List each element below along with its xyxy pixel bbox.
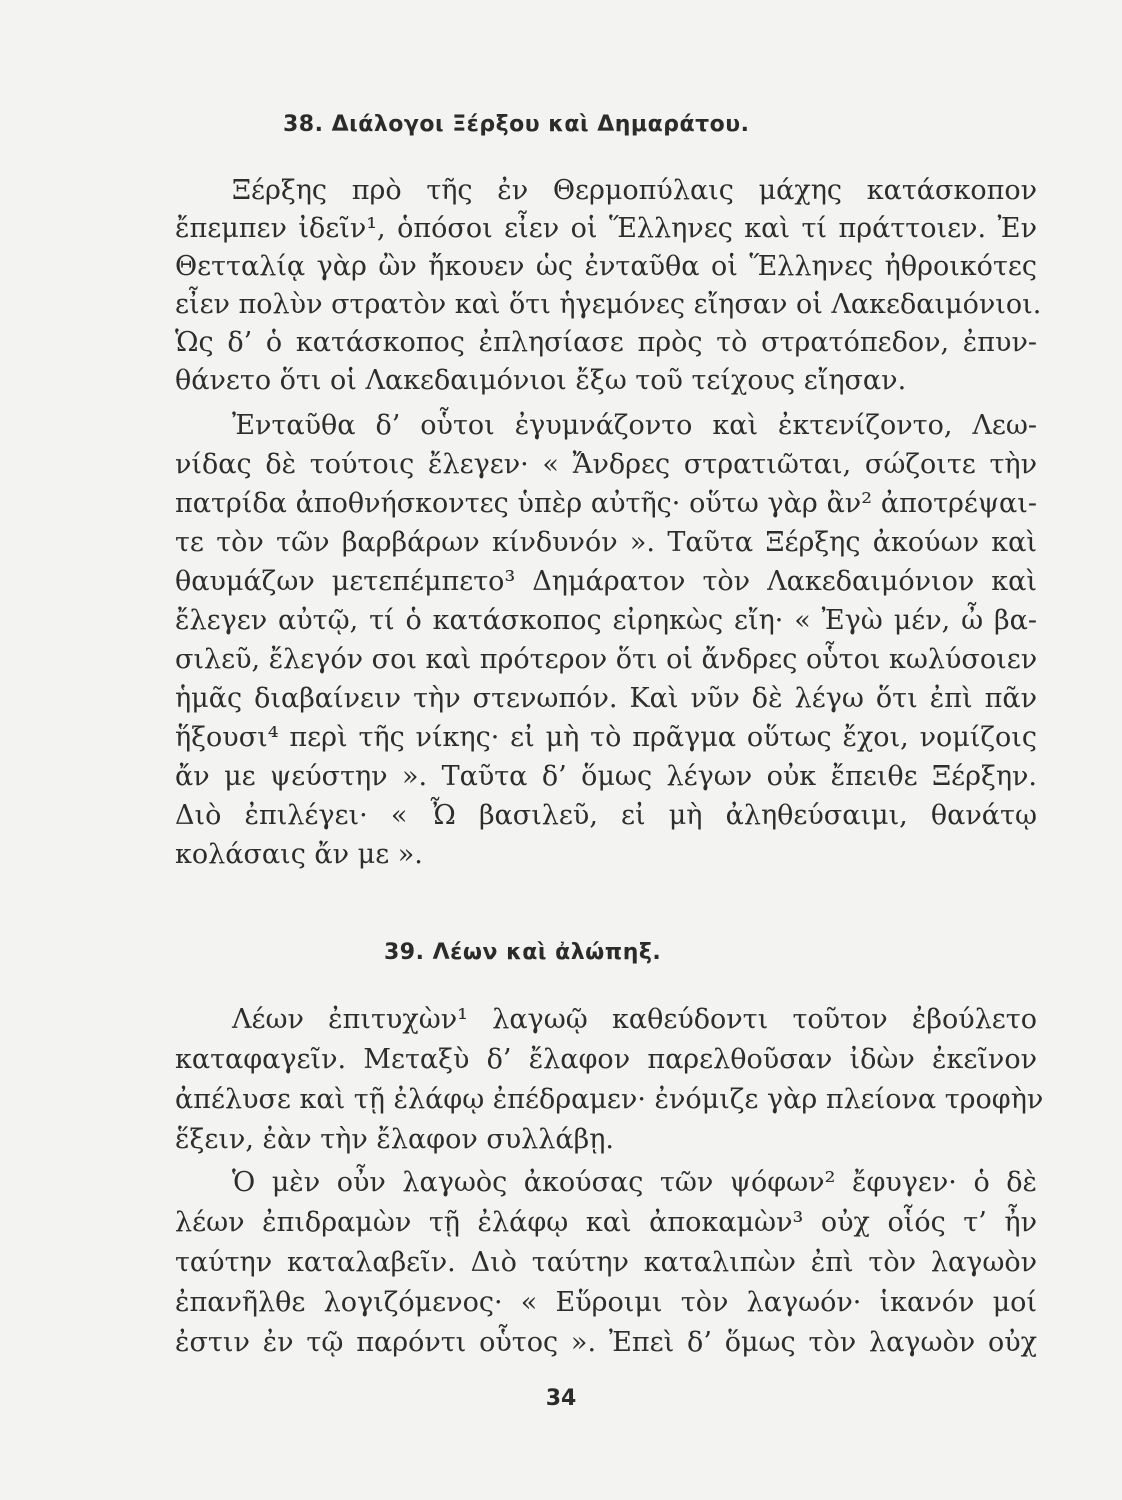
text-line: καταφαγεῖν. Μεταξὺ δ’ ἔλαφον παρελθοῦσαν ἰδὼν ἐκεῖνον bbox=[175, 1044, 1037, 1075]
text-line: Διὸ ἐπιλέγει· « Ὦ βασιλεῦ, εἰ μὴ ἀληθεύσαιμι, θανάτῳ bbox=[175, 800, 1037, 831]
page-number: 34 bbox=[545, 1386, 577, 1411]
text-line: θάνετο ὅτι οἱ Λακεδαιμόνιοι ἔξω τοῦ τείχους εἴησαν. bbox=[175, 365, 907, 396]
section-38-heading: 38. Διάλογοι Ξέρξου καὶ Δημαράτου. bbox=[283, 112, 750, 137]
text-line: ἐπανῆλθε λογιζόμενος· « Εὕροιμι τὸν λαγωόν· ἱκανόν μοί bbox=[175, 1287, 1037, 1318]
text-line: ἡμᾶς διαβαίνειν τὴν στενωπόν. Καὶ νῦν δὲ λέγω ὅτι ἐπὶ πᾶν bbox=[175, 683, 1037, 714]
text-line: ἔλεγεν αὐτῷ, τί ὁ κατάσκοπος εἰρηκὼς εἴη· « Ἐγὼ μέν, ὦ βα- bbox=[175, 605, 1037, 636]
text-line: Λέων ἐπιτυχὼν¹ λαγωῷ καθεύδοντι τοῦτον ἐβούλετο bbox=[232, 1004, 1037, 1035]
section-39-heading: 39. Λέων καὶ ἀλώπηξ. bbox=[384, 940, 662, 965]
text-line: ἄν με ψεύστην ». Ταῦτα δ’ ὅμως λέγων οὐκ ἔπειθε Ξέρξην. bbox=[175, 761, 1037, 792]
text-line: πατρίδα ἀποθνήσκοντες ὑπὲρ αὐτῆς· οὕτω γὰρ ἂν² ἀποτρέψαι- bbox=[175, 488, 1037, 519]
text-line: σιλεῦ, ἔλεγόν σοι καὶ πρότερον ὅτι οἱ ἄνδρες οὗτοι κωλύσοιεν bbox=[175, 644, 1038, 675]
text-line: τε τὸν τῶν βαρβάρων κίνδυνόν ». Ταῦτα Ξέρξης ἀκούων καὶ bbox=[175, 527, 1037, 558]
text-line: ἔπεμπεν ἰδεῖν¹, ὁπόσοι εἶεν οἱ Ἕλληνες καὶ τί πράττοιεν. Ἐν bbox=[175, 213, 1037, 244]
text-line: θαυμάζων μετεπέμπετο³ Δημάρατον τὸν Λακεδαιμόνιον καὶ bbox=[175, 566, 1037, 597]
text-line: λέων ἐπιδραμὼν τῇ ἐλάφῳ καὶ ἀποκαμὼν³ οὐχ οἷός τ’ ἦν bbox=[175, 1207, 1037, 1238]
text-line: Ἐνταῦθα δ’ οὗτοι ἐγυμνάζοντο καὶ ἐκτενίζοντο, Λεω- bbox=[232, 410, 1037, 441]
text-line: ἐστιν ἐν τῷ παρόντι οὗτος ». Ἐπεὶ δ’ ὅμως τὸν λαγωὸν οὐχ bbox=[175, 1327, 1037, 1358]
text-line: ἀπέλυσε καὶ τῇ ἐλάφῳ ἐπέδραμεν· ἐνόμιζε γὰρ πλείονα τροφὴν bbox=[175, 1084, 1044, 1115]
text-line: ταύτην καταλαβεῖν. Διὸ ταύτην καταλιπὼν ἐπὶ τὸν λαγωὸν bbox=[175, 1247, 1037, 1278]
text-line: ἥξουσι⁴ περὶ τῆς νίκης· εἰ μὴ τὸ πρᾶγμα οὕτως ἔχοι, νομίζοις bbox=[175, 722, 1037, 753]
text-line: εἶεν πολὺν στρατὸν καὶ ὅτι ἡγεμόνες εἴησαν οἱ Λακεδαιμόνιοι. bbox=[175, 289, 1042, 320]
text-line: Θετταλίᾳ γὰρ ὢν ἤκουεν ὡς ἐνταῦθα οἱ Ἕλληνες ἠθροικότες bbox=[175, 251, 1037, 282]
text-line: Ξέρξης πρὸ τῆς ἐν Θερμοπύλαις μάχης κατάσκοπον bbox=[232, 175, 1037, 206]
text-line: Ὡς δ’ ὁ κατάσκοπος ἐπλησίασε πρὸς τὸ στρατόπεδον, ἐπυν- bbox=[175, 327, 1037, 358]
text-line: Ὁ μὲν οὖν λαγωὸς ἀκούσας τῶν ψόφων² ἔφυγεν· ὁ δὲ bbox=[232, 1167, 1037, 1198]
text-line: ἕξειν, ἐὰν τὴν ἔλαφον συλλάβῃ. bbox=[175, 1124, 615, 1155]
text-line: νίδας δὲ τούτοις ἔλεγεν· « Ἄνδρες στρατιῶται, σώζοιτε τὴν bbox=[175, 449, 1037, 480]
text-line: κολάσαις ἄν με ». bbox=[175, 839, 423, 870]
